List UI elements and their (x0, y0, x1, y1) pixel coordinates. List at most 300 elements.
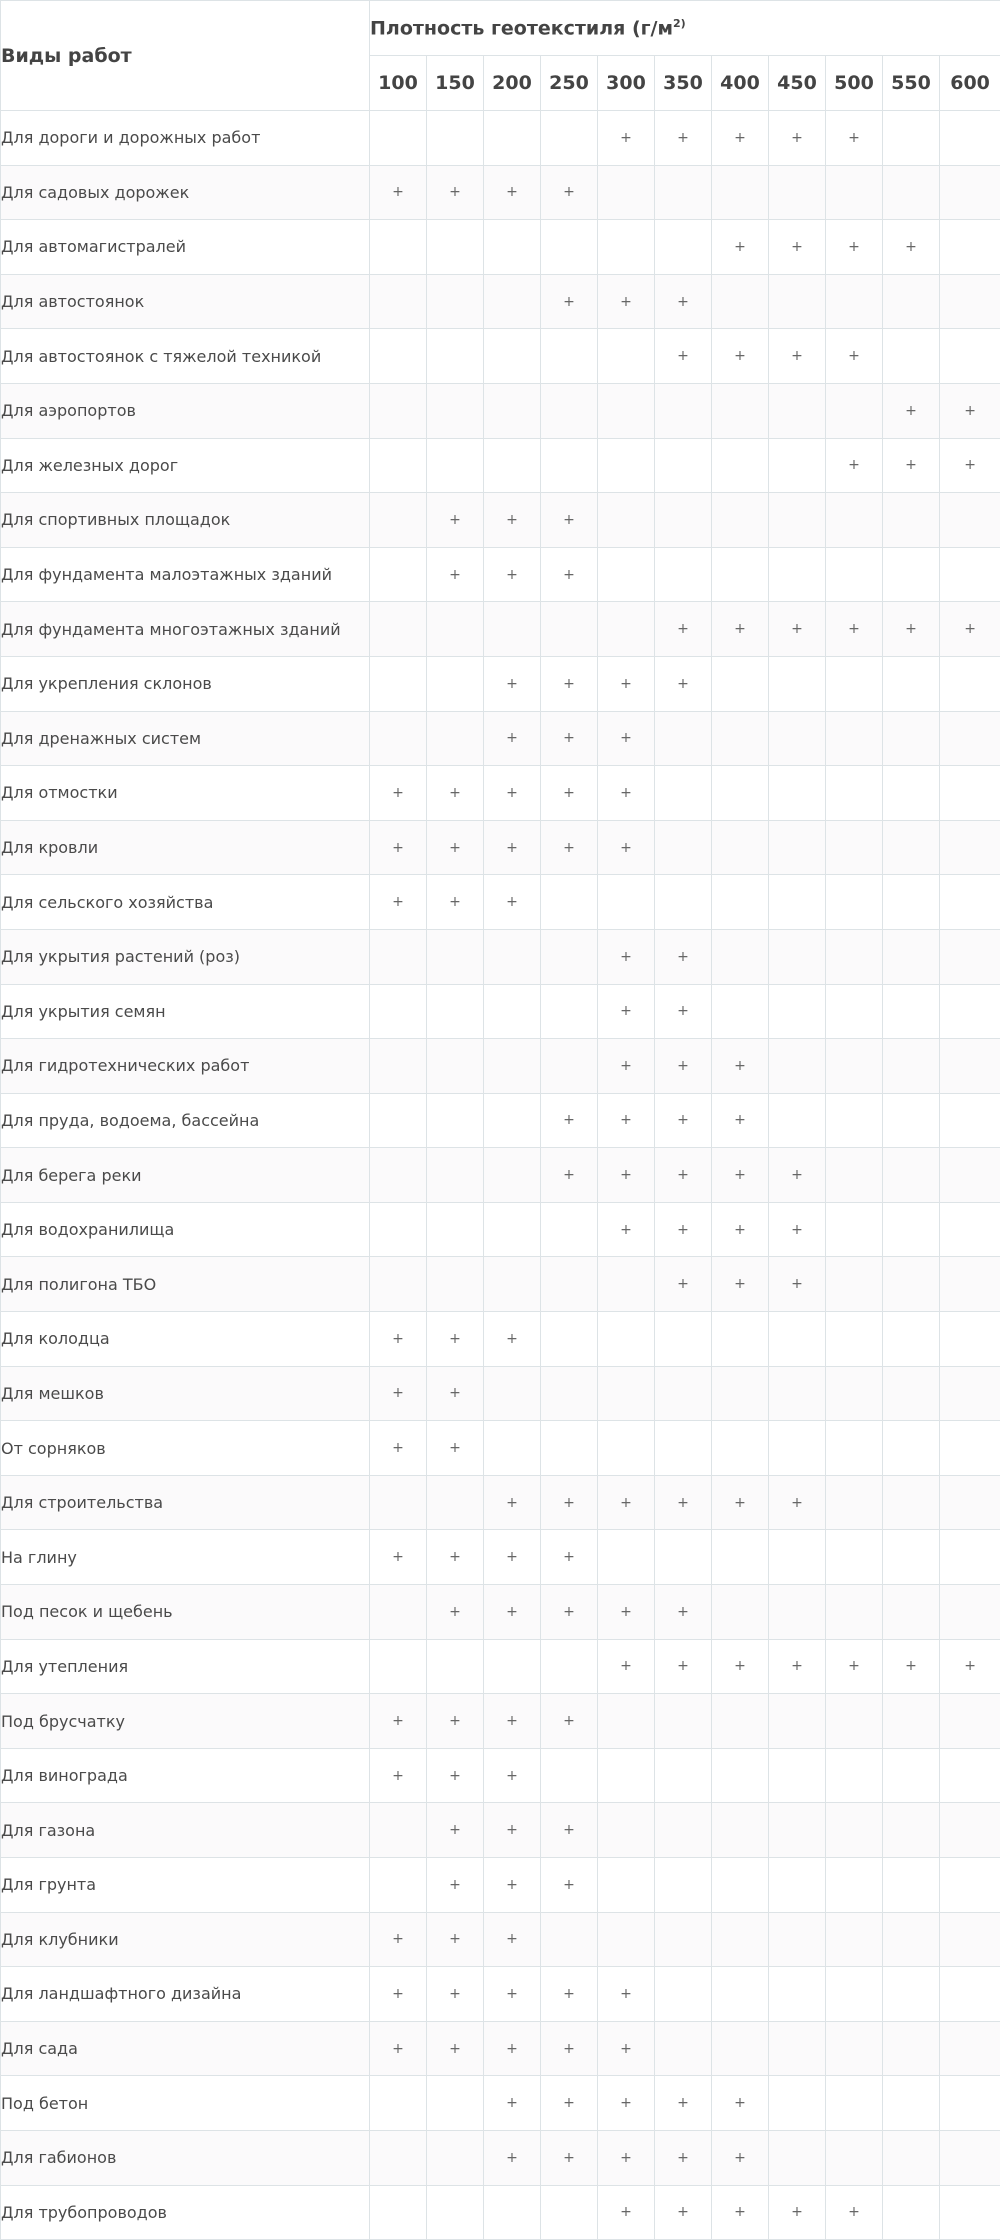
density-mark-cell (769, 656, 826, 711)
table-row (1, 438, 1000, 493)
density-mark-cell (598, 383, 655, 438)
density-mark-cell (598, 1366, 655, 1421)
density-mark-cell: + (883, 220, 940, 275)
table-row (1, 2021, 1000, 2076)
density-mark-cell (769, 2021, 826, 2076)
density-mark-cell (769, 1585, 826, 1640)
density-mark-cell (940, 1694, 1000, 1749)
density-mark-cell: + (541, 1585, 598, 1640)
density-mark-cell (370, 929, 427, 984)
density-mark-cell (370, 2185, 427, 2240)
density-mark-cell: + (427, 1912, 484, 1967)
density-mark-cell (427, 2076, 484, 2131)
density-mark-cell (427, 984, 484, 1039)
density-mark-cell (484, 2185, 541, 2240)
density-mark-cell (712, 1803, 769, 1858)
density-mark-cell: + (484, 493, 541, 548)
density-mark-cell: + (826, 111, 883, 166)
density-mark-cell: + (712, 602, 769, 657)
density-mark-cell (598, 329, 655, 384)
density-mark-cell (769, 1312, 826, 1367)
density-mark-cell (883, 1585, 940, 1640)
density-mark-cell: + (541, 711, 598, 766)
density-mark-cell (712, 2021, 769, 2076)
density-mark-cell (427, 2185, 484, 2240)
density-mark-cell (370, 274, 427, 329)
density-mark-cell: + (484, 1748, 541, 1803)
density-mark-cell (598, 1912, 655, 1967)
density-mark-cell (826, 493, 883, 548)
density-mark-cell (826, 1694, 883, 1749)
density-mark-cell (883, 1421, 940, 1476)
density-mark-cell (427, 1475, 484, 1530)
density-mark-cell (940, 820, 1000, 875)
density-mark-cell: + (427, 1312, 484, 1367)
density-mark-cell (370, 438, 427, 493)
density-mark-cell (484, 1039, 541, 1094)
work-type-label: Для отмостки (1, 766, 370, 821)
table-row (1, 1202, 1000, 1257)
density-mark-cell (883, 820, 940, 875)
density-mark-cell: + (541, 1530, 598, 1585)
density-mark-cell (598, 602, 655, 657)
density-mark-cell: + (598, 1475, 655, 1530)
density-mark-cell: + (541, 656, 598, 711)
density-mark-cell (883, 2021, 940, 2076)
density-mark-cell: + (541, 766, 598, 821)
work-type-label: Для колодца (1, 1312, 370, 1367)
density-mark-cell: + (940, 383, 1000, 438)
density-mark-cell (940, 547, 1000, 602)
work-type-label: Под песок и щебень (1, 1585, 370, 1640)
density-mark-cell: + (427, 1748, 484, 1803)
density-mark-cell (883, 1967, 940, 2022)
density-mark-cell: + (712, 1639, 769, 1694)
density-mark-cell (883, 1475, 940, 1530)
density-mark-cell: + (427, 547, 484, 602)
density-mark-cell: + (427, 1858, 484, 1913)
density-mark-cell: + (541, 1093, 598, 1148)
density-mark-cell: + (484, 1530, 541, 1585)
density-mark-cell: + (484, 656, 541, 711)
density-mark-cell: + (598, 2130, 655, 2185)
density-mark-cell (655, 1912, 712, 1967)
density-mark-cell: + (484, 165, 541, 220)
density-mark-cell: + (712, 2185, 769, 2240)
density-mark-cell: + (484, 1803, 541, 1858)
density-mark-cell (826, 2021, 883, 2076)
density-mark-cell (826, 929, 883, 984)
density-mark-cell (541, 383, 598, 438)
density-mark-cell: + (484, 2130, 541, 2185)
density-mark-cell: + (484, 1694, 541, 1749)
density-mark-cell: + (541, 493, 598, 548)
work-type-label: Для спортивных площадок (1, 493, 370, 548)
density-mark-cell (655, 1694, 712, 1749)
work-type-label: Под бетон (1, 2076, 370, 2131)
density-mark-cell (541, 1312, 598, 1367)
density-mark-cell (712, 1694, 769, 1749)
table-row (1, 984, 1000, 1039)
density-mark-cell: + (655, 1093, 712, 1148)
density-mark-cell (940, 1803, 1000, 1858)
work-type-label: Для фундамента малоэтажных зданий (1, 547, 370, 602)
density-mark-cell: + (541, 1148, 598, 1203)
density-mark-cell: + (541, 1803, 598, 1858)
density-header-350: 350 (655, 56, 712, 111)
density-mark-cell: + (883, 383, 940, 438)
density-mark-cell: + (826, 220, 883, 275)
density-mark-cell (598, 1312, 655, 1367)
density-mark-cell: + (712, 220, 769, 275)
density-mark-cell (712, 929, 769, 984)
density-mark-cell: + (826, 1639, 883, 1694)
density-mark-cell (940, 111, 1000, 166)
density-mark-cell (370, 547, 427, 602)
density-mark-cell (598, 875, 655, 930)
density-mark-cell (883, 1093, 940, 1148)
density-mark-cell (826, 1257, 883, 1312)
density-mark-cell (427, 438, 484, 493)
density-mark-cell (370, 220, 427, 275)
density-mark-cell: + (484, 1312, 541, 1367)
density-mark-cell (541, 2185, 598, 2240)
density-mark-cell (541, 1202, 598, 1257)
table-row (1, 602, 1000, 657)
table-row (1, 711, 1000, 766)
work-type-label: Для аэропортов (1, 383, 370, 438)
density-mark-cell (826, 1312, 883, 1367)
table-row (1, 656, 1000, 711)
work-type-label: Для винограда (1, 1748, 370, 1803)
density-mark-cell (427, 274, 484, 329)
density-mark-cell (940, 2130, 1000, 2185)
density-mark-cell (940, 1530, 1000, 1585)
density-header-250: 250 (541, 56, 598, 111)
density-mark-cell (883, 1148, 940, 1203)
work-type-label: Для гидротехнических работ (1, 1039, 370, 1094)
density-mark-cell: + (655, 329, 712, 384)
density-mark-cell (769, 547, 826, 602)
density-mark-cell (883, 1530, 940, 1585)
density-mark-cell (826, 2130, 883, 2185)
density-mark-cell: + (655, 1202, 712, 1257)
density-mark-cell: + (883, 1639, 940, 1694)
table-row (1, 1148, 1000, 1203)
density-mark-cell (940, 220, 1000, 275)
table-row (1, 547, 1000, 602)
work-type-label: Для строительства (1, 1475, 370, 1530)
density-mark-cell (484, 984, 541, 1039)
density-mark-cell (940, 1039, 1000, 1094)
work-type-label: Для водохранилища (1, 1202, 370, 1257)
density-mark-cell (655, 438, 712, 493)
density-mark-cell (826, 1530, 883, 1585)
work-type-label: Для кровли (1, 820, 370, 875)
density-mark-cell: + (769, 1639, 826, 1694)
density-mark-cell (826, 1967, 883, 2022)
work-type-label: Для клубники (1, 1912, 370, 1967)
table-row (1, 329, 1000, 384)
density-mark-cell (940, 929, 1000, 984)
density-mark-cell (940, 1421, 1000, 1476)
density-mark-cell: + (427, 1694, 484, 1749)
density-mark-cell (541, 111, 598, 166)
density-mark-cell: + (598, 2076, 655, 2131)
density-mark-cell: + (769, 1148, 826, 1203)
density-mark-cell (370, 1257, 427, 1312)
density-mark-cell (598, 547, 655, 602)
table-row (1, 1803, 1000, 1858)
density-mark-cell (940, 1257, 1000, 1312)
density-mark-cell: + (427, 2021, 484, 2076)
density-header-300: 300 (598, 56, 655, 111)
density-mark-cell (940, 766, 1000, 821)
density-mark-cell (655, 1748, 712, 1803)
density-mark-cell (541, 1257, 598, 1312)
density-mark-cell (541, 1912, 598, 1967)
density-mark-cell: + (484, 1475, 541, 1530)
density-mark-cell: + (769, 1202, 826, 1257)
density-mark-cell (769, 383, 826, 438)
density-header-500: 500 (826, 56, 883, 111)
density-mark-cell (598, 1530, 655, 1585)
density-mark-cell: + (598, 1148, 655, 1203)
density-mark-cell (427, 1639, 484, 1694)
density-mark-cell: + (484, 711, 541, 766)
density-mark-cell: + (598, 766, 655, 821)
density-mark-cell (940, 1366, 1000, 1421)
density-mark-cell (712, 165, 769, 220)
density-mark-cell (826, 383, 883, 438)
density-mark-cell (940, 875, 1000, 930)
work-type-label: Для пруда, водоема, бассейна (1, 1093, 370, 1148)
density-mark-cell: + (598, 2185, 655, 2240)
density-mark-cell: + (712, 1475, 769, 1530)
density-mark-cell (769, 1748, 826, 1803)
density-mark-cell (655, 165, 712, 220)
table-row (1, 165, 1000, 220)
work-type-label: Для фундамента многоэтажных зданий (1, 602, 370, 657)
density-mark-cell: + (427, 1967, 484, 2022)
table-row (1, 1694, 1000, 1749)
work-type-label: Для укрепления склонов (1, 656, 370, 711)
density-mark-cell: + (712, 1148, 769, 1203)
density-mark-cell: + (427, 1803, 484, 1858)
work-type-label: Для мешков (1, 1366, 370, 1421)
density-mark-cell: + (598, 1639, 655, 1694)
density-mark-cell (541, 1039, 598, 1094)
density-mark-cell (826, 1475, 883, 1530)
density-mark-cell (883, 766, 940, 821)
work-type-label: Для утепления (1, 1639, 370, 1694)
density-mark-cell (883, 929, 940, 984)
density-mark-cell: + (940, 438, 1000, 493)
density-mark-cell (940, 2021, 1000, 2076)
density-mark-cell (826, 1803, 883, 1858)
density-mark-cell (484, 602, 541, 657)
density-mark-cell (883, 2076, 940, 2131)
table-row (1, 1039, 1000, 1094)
density-mark-cell (712, 875, 769, 930)
density-mark-cell (541, 438, 598, 493)
density-mark-cell (541, 602, 598, 657)
density-mark-cell: + (769, 220, 826, 275)
work-type-label: Для укрытия растений (роз) (1, 929, 370, 984)
density-mark-cell (883, 711, 940, 766)
density-mark-cell (370, 984, 427, 1039)
density-mark-cell (883, 1694, 940, 1749)
density-mark-cell (769, 1967, 826, 2022)
table-row (1, 1421, 1000, 1476)
density-mark-cell: + (541, 2076, 598, 2131)
density-mark-cell (598, 1748, 655, 1803)
density-mark-cell: + (655, 274, 712, 329)
table-row (1, 1257, 1000, 1312)
density-mark-cell: + (655, 1585, 712, 1640)
density-mark-cell (940, 1912, 1000, 1967)
density-mark-cell: + (598, 2021, 655, 2076)
density-mark-cell (655, 875, 712, 930)
density-mark-cell (883, 1748, 940, 1803)
table-row (1, 1312, 1000, 1367)
density-mark-cell (655, 1967, 712, 2022)
density-mark-cell: + (826, 438, 883, 493)
density-mark-cell (541, 984, 598, 1039)
density-mark-cell (598, 493, 655, 548)
density-mark-cell (769, 438, 826, 493)
density-mark-cell (940, 2185, 1000, 2240)
density-mark-cell: + (541, 165, 598, 220)
density-mark-cell: + (541, 274, 598, 329)
density-mark-cell (655, 547, 712, 602)
table-row (1, 2076, 1000, 2131)
density-mark-cell (427, 383, 484, 438)
density-mark-cell (826, 656, 883, 711)
density-mark-cell (598, 1803, 655, 1858)
density-mark-cell (598, 165, 655, 220)
density-mark-cell: + (484, 820, 541, 875)
density-mark-cell (769, 711, 826, 766)
density-mark-cell (370, 1039, 427, 1094)
density-mark-cell: + (370, 2021, 427, 2076)
density-mark-cell (883, 984, 940, 1039)
table-row (1, 1912, 1000, 1967)
density-mark-cell (940, 1475, 1000, 1530)
density-mark-cell (655, 493, 712, 548)
density-mark-cell (940, 984, 1000, 1039)
density-mark-cell (826, 274, 883, 329)
density-mark-cell (655, 1803, 712, 1858)
density-mark-cell (826, 1202, 883, 1257)
density-mark-cell (769, 1039, 826, 1094)
density-mark-cell (826, 1039, 883, 1094)
density-mark-cell: + (712, 1093, 769, 1148)
work-type-label: Для грунта (1, 1858, 370, 1913)
density-mark-cell: + (427, 766, 484, 821)
density-mark-cell (370, 493, 427, 548)
density-mark-cell (769, 1366, 826, 1421)
density-mark-cell (883, 1912, 940, 1967)
table-row (1, 1967, 1000, 2022)
density-mark-cell: + (712, 1202, 769, 1257)
density-mark-cell (769, 1912, 826, 1967)
table-row (1, 274, 1000, 329)
density-mark-cell: + (484, 1585, 541, 1640)
density-mark-cell (598, 220, 655, 275)
density-mark-cell (427, 2130, 484, 2185)
density-mark-cell (826, 1748, 883, 1803)
density-mark-cell (427, 602, 484, 657)
density-mark-cell (427, 329, 484, 384)
table-row (1, 766, 1000, 821)
density-mark-cell (826, 1421, 883, 1476)
density-mark-cell (484, 1639, 541, 1694)
work-type-label: Для железных дорог (1, 438, 370, 493)
density-mark-cell: + (598, 1039, 655, 1094)
work-type-label: На глину (1, 1530, 370, 1585)
density-mark-cell (940, 2076, 1000, 2131)
density-mark-cell (826, 1912, 883, 1967)
density-header-450: 450 (769, 56, 826, 111)
density-mark-cell: + (370, 1912, 427, 1967)
table-row (1, 1093, 1000, 1148)
density-mark-cell (427, 1148, 484, 1203)
density-mark-cell (598, 1694, 655, 1749)
density-mark-cell: + (769, 329, 826, 384)
density-mark-cell: + (712, 1257, 769, 1312)
density-mark-cell (940, 1202, 1000, 1257)
density-header-400: 400 (712, 56, 769, 111)
density-mark-cell (883, 1366, 940, 1421)
density-header-600: 600 (940, 56, 1000, 111)
table-row (1, 1585, 1000, 1640)
density-mark-cell: + (370, 1366, 427, 1421)
density-mark-cell (769, 2076, 826, 2131)
density-mark-cell: + (598, 274, 655, 329)
density-mark-cell: + (370, 875, 427, 930)
density-mark-cell (370, 111, 427, 166)
table-body (1, 111, 1000, 2240)
density-mark-cell (484, 220, 541, 275)
density-mark-cell (883, 1039, 940, 1094)
density-mark-cell: + (769, 1475, 826, 1530)
table-row (1, 220, 1000, 275)
table-row (1, 493, 1000, 548)
density-mark-cell (712, 820, 769, 875)
density-mark-cell (541, 1748, 598, 1803)
density-mark-cell (940, 1148, 1000, 1203)
density-mark-cell: + (370, 1967, 427, 2022)
density-mark-cell (769, 1694, 826, 1749)
header-density-text: Плотность геотекстиля (г/м (370, 17, 673, 39)
density-mark-cell (655, 1366, 712, 1421)
density-mark-cell (484, 274, 541, 329)
table-row (1, 929, 1000, 984)
density-mark-cell (484, 438, 541, 493)
density-mark-cell: + (370, 820, 427, 875)
density-mark-cell: + (826, 602, 883, 657)
density-mark-cell: + (427, 875, 484, 930)
density-mark-cell: + (769, 111, 826, 166)
table-row (1, 1639, 1000, 1694)
density-mark-cell (655, 1530, 712, 1585)
density-mark-cell (712, 984, 769, 1039)
table-row (1, 383, 1000, 438)
density-mark-cell (370, 329, 427, 384)
table-row (1, 1530, 1000, 1585)
density-mark-cell (712, 1748, 769, 1803)
